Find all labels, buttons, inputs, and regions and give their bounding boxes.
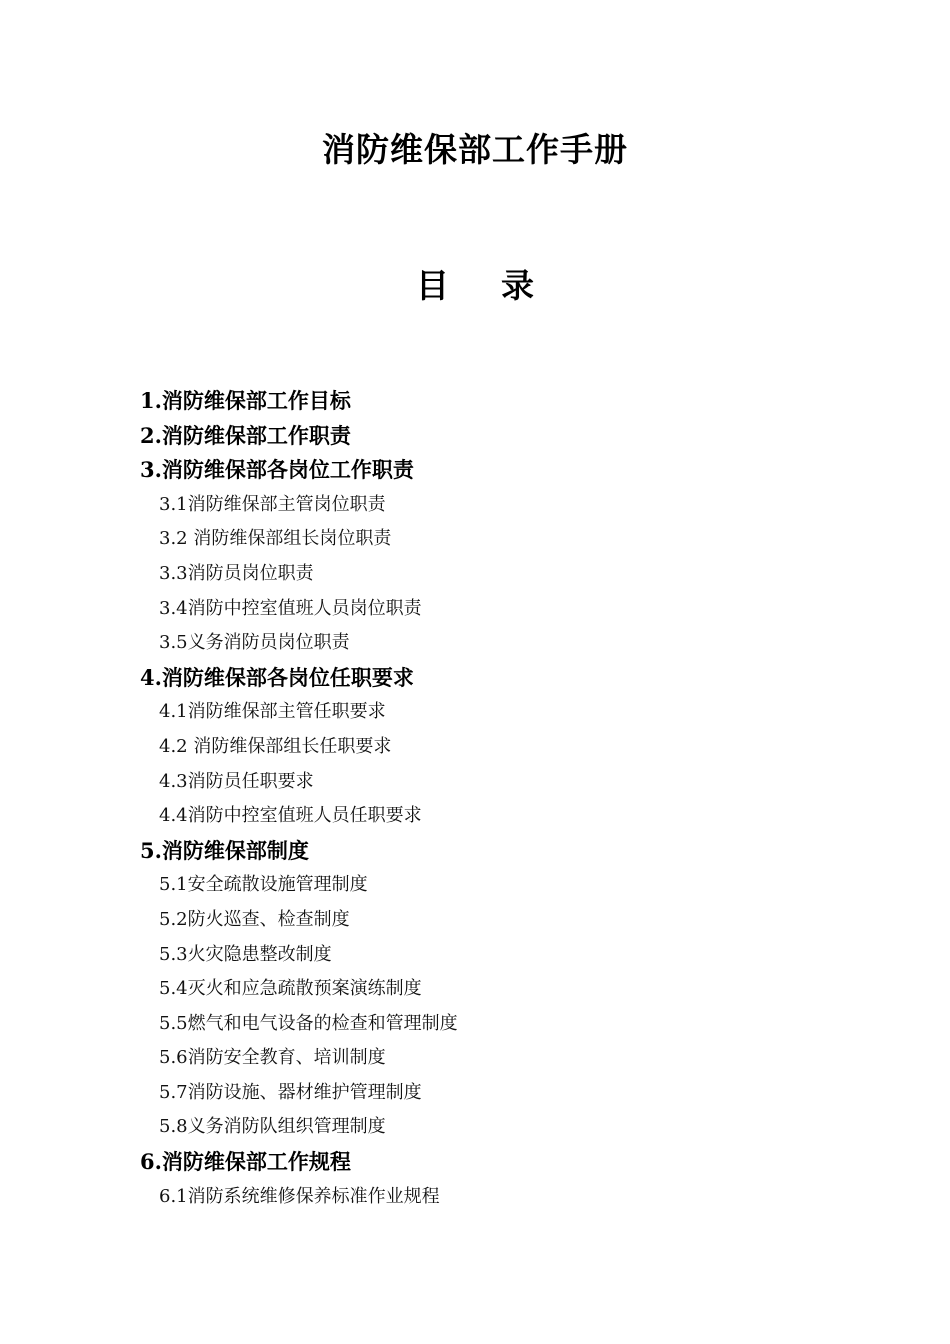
toc-section-entry[interactable]: 5.消防维保部制度 [140,837,309,863]
toc-list [140,384,840,1214]
toc-subsection-entry[interactable]: 3.1消防维保部主管岗位职责 [159,493,386,515]
toc-subsection-entry[interactable]: 5.6消防安全教育、培训制度 [159,1047,386,1069]
toc-subsection-entry[interactable]: 3.3消防员岗位职责 [159,562,314,584]
toc-subsection-entry[interactable]: 5.5燃气和电气设备的检查和管理制度 [159,1012,458,1034]
toc-section-entry[interactable]: 2.消防维保部工作职责 [140,422,351,448]
toc-section-entry[interactable]: 6.消防维保部工作规程 [140,1149,351,1175]
toc-subsection-entry[interactable]: 3.2 消防维保部组长岗位职责 [159,528,392,550]
toc-subsection-entry[interactable]: 4.2 消防维保部组长任职要求 [159,735,392,757]
toc-subsection-entry[interactable]: 5.7消防设施、器材维护管理制度 [159,1081,422,1103]
toc-subsection-entry[interactable]: 4.3消防员任职要求 [159,770,314,792]
toc-section-entry[interactable]: 3.消防维保部各岗位工作职责 [140,457,414,483]
document-title: 消防维保部工作手册 [322,130,628,169]
toc-subsection-entry[interactable]: 4.4消防中控室值班人员任职要求 [159,805,422,827]
toc-subsection-entry[interactable]: 5.3火灾隐患整改制度 [159,943,332,965]
toc-section-entry[interactable]: 4.消防维保部各岗位任职要求 [140,664,414,690]
toc-subsection-entry[interactable]: 5.8义务消防队组织管理制度 [159,1116,386,1138]
toc-heading-left: 目 [416,266,449,305]
toc-subsection-entry[interactable]: 6.1消防系统维修保养标准作业规程 [159,1185,440,1207]
toc-section-entry[interactable]: 1.消防维保部工作目标 [140,388,351,413]
toc-heading-right: 录 [501,266,534,305]
toc-subsection-entry[interactable]: 4.1消防维保部主管任职要求 [159,701,386,723]
toc-subsection-entry[interactable]: 5.4灭火和应急疏散预案演练制度 [159,978,422,1000]
toc-heading [0,262,950,310]
toc-subsection-entry[interactable]: 3.5义务消防员岗位职责 [159,632,350,654]
toc-subsection-entry[interactable]: 3.4消防中控室值班人员岗位职责 [159,597,422,619]
toc-subsection-entry[interactable]: 5.2防火巡查、检查制度 [159,908,350,930]
toc-subsection-entry[interactable]: 5.1安全疏散设施管理制度 [159,874,368,896]
